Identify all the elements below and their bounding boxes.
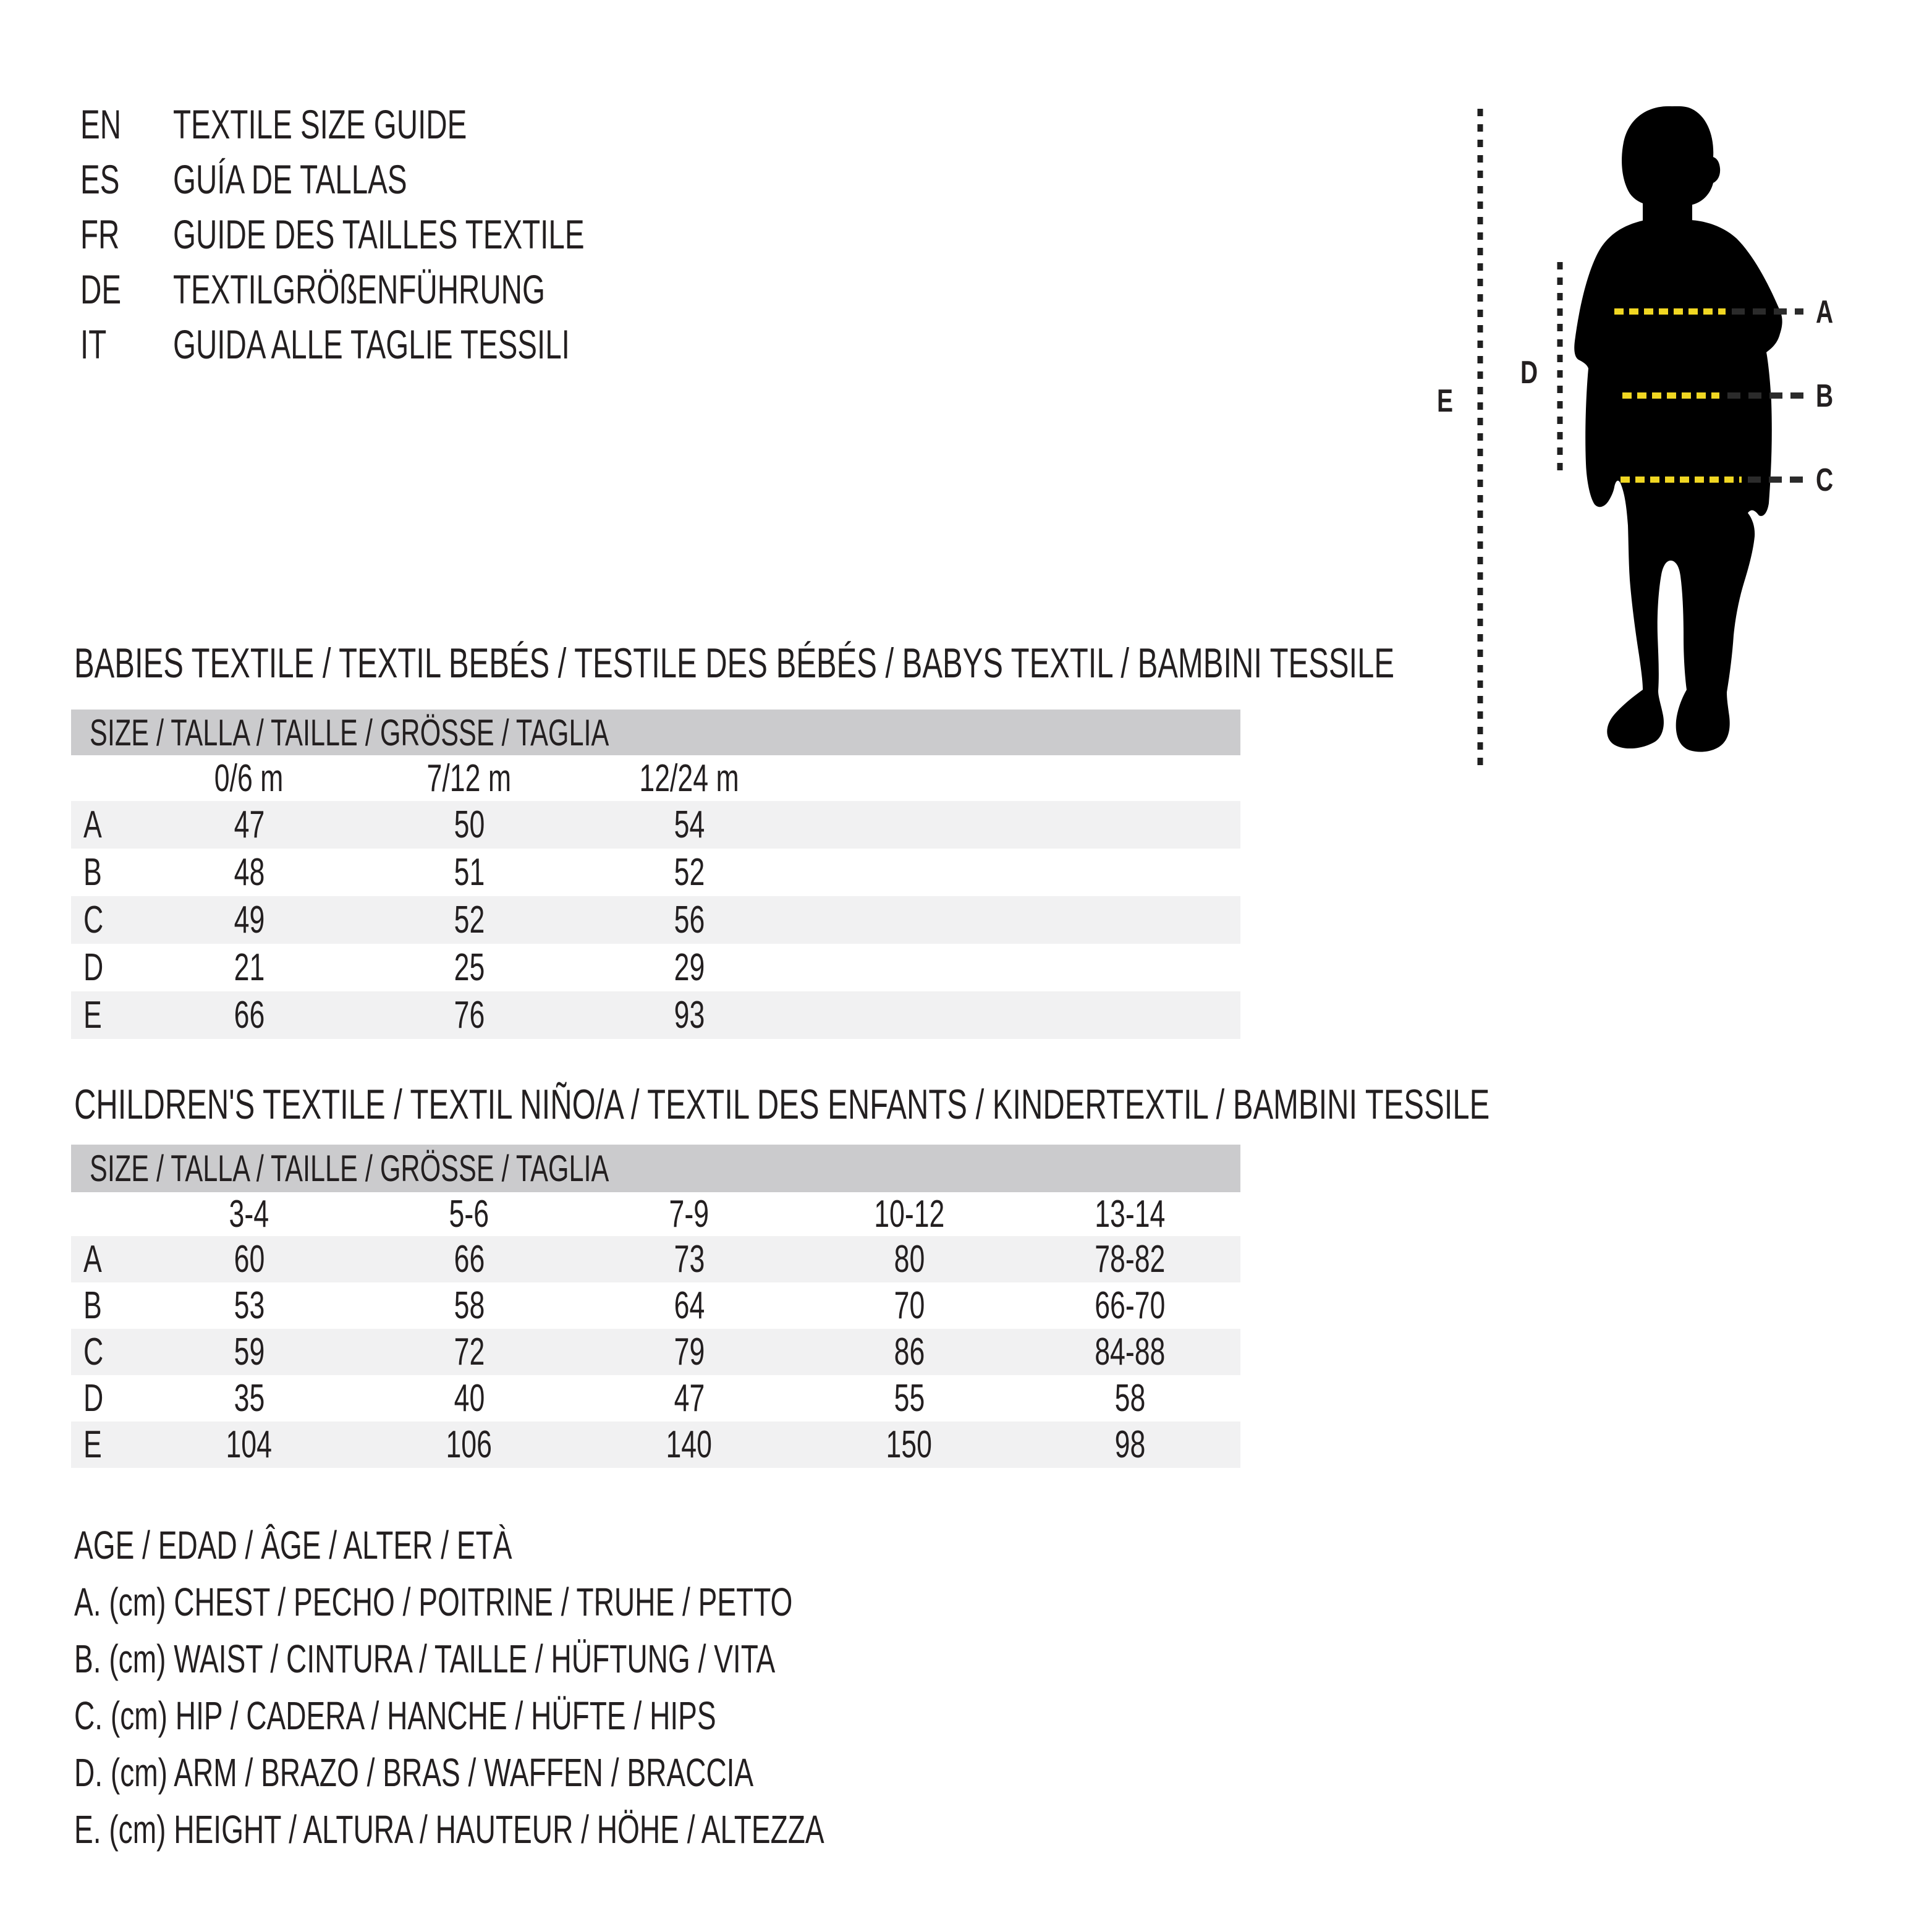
size-value: 47: [234, 803, 265, 846]
size-value: 150: [886, 1423, 933, 1466]
row-label: B: [83, 1284, 102, 1327]
children-row-B: [71, 1282, 1240, 1329]
size-value: 58: [454, 1284, 485, 1327]
size-value: 79: [674, 1331, 705, 1373]
size-value: 60: [234, 1238, 265, 1281]
size-value: 48: [234, 851, 265, 894]
babies-row-E: [71, 991, 1240, 1039]
legend-hip: C. (cm) HIP / CADERA / HANCHE / HÜFTE / HIPS: [74, 1693, 716, 1738]
size-value: 54: [674, 803, 705, 846]
children-col-7-9: 7-9: [669, 1193, 710, 1235]
lang-row-de: [80, 261, 744, 316]
lang-row-it: [80, 316, 744, 371]
children-row-C: [71, 1329, 1240, 1375]
size-value: 106: [446, 1423, 493, 1466]
children-size-table: [71, 1145, 1240, 1468]
size-value: 53: [234, 1284, 265, 1327]
size-value: 86: [894, 1331, 925, 1373]
lang-row-en: [80, 96, 744, 151]
size-value: 49: [234, 899, 265, 941]
row-label: D: [83, 946, 104, 989]
row-label: D: [83, 1377, 104, 1420]
measurement-legend: [74, 1517, 1116, 1858]
size-value: 64: [674, 1284, 705, 1327]
lang-code-it: IT: [80, 321, 107, 367]
legend-height: E. (cm) HEIGHT / ALTURA / HAUTEUR / HÖHE / ALTEZZA: [74, 1807, 824, 1852]
row-label: E: [83, 994, 102, 1036]
babies-col-0-6m: 0/6 m: [214, 756, 284, 800]
size-value: 72: [454, 1331, 485, 1373]
size-value: 66: [454, 1238, 485, 1281]
children-col-10-12: 10-12: [873, 1193, 945, 1235]
children-section-title: CHILDREN'S TEXTILE / TEXTIL NIÑO/A / TEXTIL DES ENFANTS / KINDERTEXTIL / BAMBINI TESSILE: [74, 1081, 1490, 1128]
size-value: 29: [674, 946, 705, 989]
size-value: 47: [674, 1377, 705, 1420]
size-value: 21: [234, 946, 265, 989]
size-value: 80: [894, 1238, 925, 1281]
babies-row-C: [71, 896, 1240, 944]
row-label: A: [83, 1238, 102, 1281]
size-value: 51: [454, 851, 485, 894]
lang-title-en: TEXTILE SIZE GUIDE: [173, 101, 467, 147]
babies-col-7-12m: 7/12 m: [426, 756, 512, 800]
size-value: 66-70: [1094, 1284, 1166, 1327]
lang-title-es: GUÍA DE TALLAS: [173, 156, 407, 202]
children-column-header-row: [71, 1192, 1240, 1236]
size-value: 104: [226, 1423, 273, 1466]
lang-title-fr: GUIDE DES TAILLES TEXTILE: [173, 211, 585, 257]
babies-row-A: [71, 801, 1240, 849]
size-value: 76: [454, 994, 485, 1036]
lang-row-es: [80, 151, 744, 206]
label-chest-A: A: [1816, 293, 1834, 330]
babies-column-header-row: [71, 755, 1240, 801]
size-value: 66: [234, 994, 265, 1036]
children-row-D: [71, 1375, 1240, 1421]
size-value: 56: [674, 899, 705, 941]
size-value: 35: [234, 1377, 265, 1420]
lang-title-it: GUIDA ALLE TAGLIE TESSILI: [173, 321, 570, 367]
lang-code-es: ES: [80, 156, 120, 202]
size-value: 58: [1114, 1377, 1145, 1420]
label-arm-D: D: [1520, 354, 1538, 391]
size-value: 52: [454, 899, 485, 941]
babies-size-table: [71, 710, 1240, 1039]
size-value: 55: [894, 1377, 925, 1420]
legend-waist: B. (cm) WAIST / CINTURA / TAILLE / HÜFTUNG / VITA: [74, 1637, 776, 1681]
children-col-13-14: 13-14: [1094, 1193, 1166, 1235]
row-label: B: [83, 851, 102, 894]
legend-age: AGE / EDAD / ÂGE / ALTER / ETÀ: [74, 1523, 512, 1567]
babies-col-12-24m: 12/24 m: [639, 756, 739, 800]
size-value: 70: [894, 1284, 925, 1327]
size-value: 73: [674, 1238, 705, 1281]
row-label: A: [83, 803, 102, 846]
babies-size-header-bar: SIZE / TALLA / TAILLE / GRÖSSE / TAGLIA: [71, 710, 1240, 755]
size-value: 98: [1114, 1423, 1145, 1466]
children-row-E: [71, 1421, 1240, 1468]
legend-arm: D. (cm) ARM / BRAZO / BRAS / WAFFEN / BRACCIA: [74, 1750, 754, 1795]
babies-section-title: BABIES TEXTILE / TEXTIL BEBÉS / TESTILE DES BÉBÉS / BABYS TEXTIL / BAMBINI TESSILE: [74, 640, 1395, 687]
size-value: 84-88: [1094, 1331, 1166, 1373]
language-title-block: [80, 96, 744, 371]
size-value: 52: [674, 851, 705, 894]
children-col-5-6: 5-6: [449, 1193, 489, 1235]
babies-row-D: [71, 944, 1240, 991]
children-col-3-4: 3-4: [229, 1193, 269, 1235]
children-row-A: [71, 1236, 1240, 1282]
legend-chest: A. (cm) CHEST / PECHO / POITRINE / TRUHE / PETTO: [74, 1580, 793, 1624]
lang-code-de: DE: [80, 266, 122, 312]
silhouette-head: [1622, 106, 1720, 205]
row-label: E: [83, 1423, 102, 1466]
label-height-E: E: [1437, 382, 1454, 419]
lang-row-fr: [80, 206, 744, 261]
size-value: 40: [454, 1377, 485, 1420]
label-waist-B: B: [1816, 377, 1834, 414]
lang-code-en: EN: [80, 101, 122, 147]
child-measurement-diagram: [1415, 99, 1928, 791]
row-label: C: [83, 1331, 104, 1373]
row-label: C: [83, 899, 104, 941]
lang-code-fr: FR: [80, 211, 120, 257]
size-value: 50: [454, 803, 485, 846]
size-value: 93: [674, 994, 705, 1036]
label-hip-C: C: [1816, 461, 1834, 498]
size-value: 140: [666, 1423, 713, 1466]
children-size-header-bar: SIZE / TALLA / TAILLE / GRÖSSE / TAGLIA: [71, 1145, 1240, 1192]
babies-row-B: [71, 849, 1240, 896]
lang-title-de: TEXTILGRÖßENFÜHRUNG: [173, 266, 545, 312]
size-value: 59: [234, 1331, 265, 1373]
size-value: 78-82: [1094, 1238, 1166, 1281]
size-value: 25: [454, 946, 485, 989]
